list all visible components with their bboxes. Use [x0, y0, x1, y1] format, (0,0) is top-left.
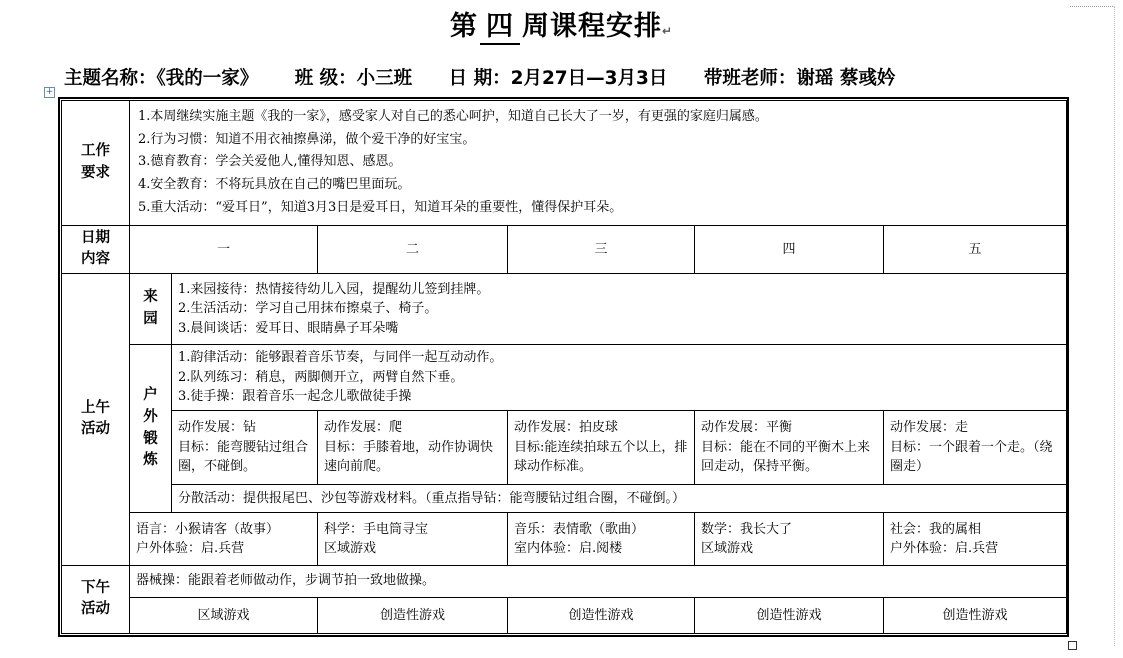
motor-dev-tuesday: 动作发展：爬 目标：手膝着地，动作协调快速向前爬。: [318, 410, 508, 484]
arrival-item: 3.晨间谈话：爱耳日、眼睛鼻子耳朵嘴: [178, 320, 399, 336]
work-item: 1.本周继续实施主题《我的一家》，感受家人对自己的悉心呵护，知道自己长大了一岁，有更强的家庭归属感。: [138, 108, 768, 124]
teacher-names: 带班老师：谢瑶 蔡彧妗: [703, 68, 896, 89]
lesson-tuesday: 科学：手电筒寻宝 区域游戏: [318, 513, 508, 565]
game-tuesday: 创造性游戏: [318, 597, 508, 633]
afternoon-games-row: [62, 597, 1067, 633]
outdoor-item: 1.韵律活动：能够跟着音乐节奏，与同伴一起互动动作。: [178, 350, 503, 366]
table-move-handle-icon[interactable]: +: [45, 87, 54, 97]
scatter-activity: 分散活动：提供报尾巴、沙包等游戏材料。（重点指导钻：能弯腰钻过组合圈，不碰倒。）: [172, 485, 1067, 513]
lesson-wednesday: 音乐：表情歌（歌曲） 室内体验：启.阅楼: [508, 513, 695, 565]
motor-dev-wednesday: 动作发展：拍皮球 目标:能连续拍球五个以上，排球动作标准。: [508, 410, 695, 484]
title-week-number: 四: [480, 4, 520, 45]
equipment-exercise-row: [62, 565, 1067, 597]
day-header-wednesday: 三: [508, 225, 695, 274]
game-friday: 创造性游戏: [884, 597, 1067, 633]
motor-dev-thursday: 动作发展：平衡 目标：能在不同的平衡木上来回走动，保持平衡。: [695, 410, 884, 484]
motor-dev-monday: 动作发展：钻 目标：能弯腰钻过组合圈，不碰倒。: [172, 410, 318, 484]
work-requirements-content: [130, 101, 1067, 226]
table-resize-handle-icon[interactable]: [1068, 641, 1077, 650]
game-wednesday: 创造性游戏: [508, 597, 695, 633]
day-header-monday: 一: [130, 225, 318, 274]
day-header-thursday: 四: [695, 225, 884, 274]
paragraph-mark-icon: ↵: [661, 24, 674, 38]
equipment-exercise: 器械操：能跟着老师做动作，步调节拍一致地做操。: [130, 565, 1067, 597]
arrival-label: 来 园: [130, 274, 172, 344]
arrival-row: [62, 274, 1067, 344]
scatter-activity-row: [62, 485, 1067, 513]
work-requirements-label: 工作 要求: [62, 101, 130, 226]
lesson-monday: 语言：小猴请客（故事） 户外体验：启.兵营: [130, 513, 318, 565]
outdoor-item: 2.队列练习：稍息，两脚侧开立，两臂自然下垂。: [178, 369, 464, 385]
class-name: 班 级：小三班: [294, 68, 413, 89]
work-item: 2.行为习惯：知道不用衣袖擦鼻涕，做个爱干净的好宝宝。: [138, 131, 476, 147]
schedule-info-line: [64, 64, 1064, 90]
morning-activities-label: 上午 活动: [62, 274, 130, 565]
date-content-label: 日期 内容: [62, 225, 130, 274]
lessons-row: [62, 513, 1067, 565]
day-header-row: [62, 225, 1067, 274]
afternoon-activities-label: 下午 活动: [62, 565, 130, 633]
game-thursday: 创造性游戏: [695, 597, 884, 633]
outdoor-exercise-row: [62, 344, 1067, 410]
day-header-tuesday: 二: [318, 225, 508, 274]
motor-development-row: [62, 410, 1067, 484]
title-suffix: 周课程安排: [521, 11, 662, 42]
lesson-friday: 社会：我的属相 户外体验：启.兵营: [884, 513, 1067, 565]
lesson-thursday: 数学：我长大了 区域游戏: [695, 513, 884, 565]
arrival-item: 1.来园接待：热情接待幼儿入园，提醒幼儿签到挂牌。: [178, 281, 490, 297]
right-margin-line: [1114, 6, 1115, 646]
title-prefix: 第: [449, 11, 478, 42]
arrival-item: 2.生活活动：学习自己用抹布擦桌子、椅子。: [178, 301, 438, 317]
outdoor-exercise-label: 户 外 锻 炼: [130, 344, 172, 513]
day-header-friday: 五: [884, 225, 1067, 274]
motor-dev-friday: 动作发展：走 目标：一个跟着一个走。（绕圈走）: [884, 410, 1067, 484]
schedule-table: [61, 100, 1067, 634]
work-item: 3.德育教育：学会关爱他人,懂得知恩、感恩。: [138, 154, 402, 170]
page-title: [0, 4, 1123, 45]
outdoor-item: 3.徒手操：跟着音乐一起念儿歌做徒手操: [178, 389, 412, 405]
game-monday: 区域游戏: [130, 597, 318, 633]
date-range: 日 期：2月27日—3月3日: [448, 68, 668, 89]
work-requirements-row: [62, 101, 1067, 226]
theme-name: 主题名称：《我的一家》: [64, 68, 259, 89]
work-item: 4.安全教育：不将玩具放在自己的嘴巴里面玩。: [138, 177, 411, 193]
work-item: 5.重大活动：“爱耳日”，知道3月3日是爱耳日，知道耳朵的重要性，懂得保护耳朵。: [138, 199, 623, 215]
outdoor-exercise-content: [172, 344, 1067, 410]
arrival-content: [172, 274, 1067, 344]
